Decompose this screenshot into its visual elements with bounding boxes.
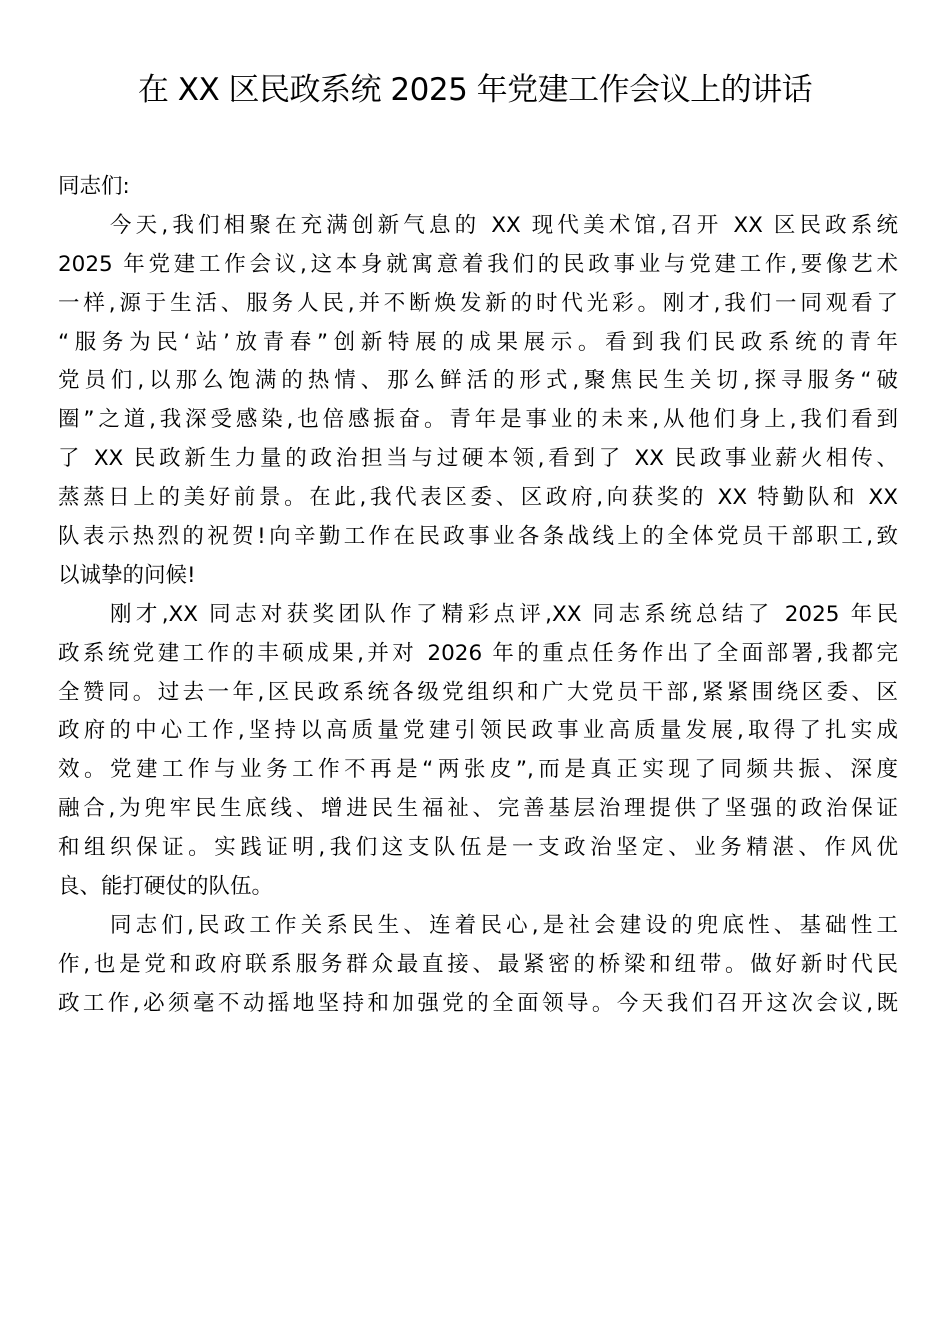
paragraph-1-line-5: 党员们,以那么饱满的热情、那么鲜活的形式,聚焦民生关切,探寻服务“破 <box>58 368 898 394</box>
paragraph-2-line-8: 良、能打硬仗的队伍。 <box>58 874 274 900</box>
paragraph-1-line-2: 2025 年党建工作会议,这本身就寓意着我们的民政事业与党建工作,要像艺术 <box>58 251 898 277</box>
paragraph-1-line-6: 圈”之道,我深受感染,也倍感振奋。青年是事业的未来,从他们身上,我们看到 <box>58 407 898 433</box>
paragraph-3-line-3: 政工作,必须毫不动摇地坚持和加强党的全面领导。今天我们召开这次会议,既 <box>58 990 898 1016</box>
paragraph-2-line-7: 和组织保证。实践证明,我们这支队伍是一支政治坚定、业务精湛、作风优 <box>58 835 898 861</box>
paragraph-1-line-3: 一样,源于生活、服务人民,并不断焕发新的时代光彩。刚才,我们一同观看了 <box>58 290 898 316</box>
paragraph-3-line-1: 同志们,民政工作关系民生、连着民心,是社会建设的兜底性、基础性工 <box>110 912 898 938</box>
paragraph-2-line-5: 效。党建工作与业务工作不再是“两张皮”,而是真正实现了同频共振、深度 <box>58 757 898 783</box>
paragraph-3-line-2: 作,也是党和政府联系服务群众最直接、最紧密的桥梁和纽带。做好新时代民 <box>58 951 898 977</box>
paragraph-1-line-7: 了 XX 民政新生力量的政治担当与过硬本领,看到了 XX 民政事业薪火相传、 <box>58 446 898 472</box>
paragraph-1-line-4: “服务为民‘站’放青春”创新特展的成果展示。看到我们民政系统的青年 <box>58 329 898 355</box>
paragraph-2-line-3: 全赞同。过去一年,区民政系统各级党组织和广大党员干部,紧紧围绕区委、区 <box>58 679 898 705</box>
paragraph-2-line-6: 融合,为兜牢民生底线、增进民生福祉、完善基层治理提供了坚强的政治保证 <box>58 796 898 822</box>
paragraph-1-line-1: 今天,我们相聚在充满创新气息的 XX 现代美术馆,召开 XX 区民政系统 <box>110 212 898 238</box>
salutation: 同志们: <box>58 174 130 199</box>
paragraph-2-line-4: 政府的中心工作,坚持以高质量党建引领民政事业高质量发展,取得了扎实成 <box>58 718 898 744</box>
paragraph-1-line-10: 以诚挚的问候! <box>58 562 196 588</box>
document-body <box>58 168 898 1024</box>
paragraph-2-line-1: 刚才,XX 同志对获奖团队作了精彩点评,XX 同志系统总结了 2025 年民 <box>110 601 898 627</box>
paragraph-1-line-9: 队表示热烈的祝贺!向辛勤工作在民政事业各条战线上的全体党员干部职工,致 <box>58 524 898 550</box>
paragraph-2-line-2: 政系统党建工作的丰硕成果,并对 2026 年的重点任务作出了全面部署,我都完 <box>58 640 898 666</box>
document-title: 在 XX 区民政系统 2025 年党建工作会议上的讲话 <box>137 72 813 108</box>
paragraph-1-line-8: 蒸蒸日上的美好前景。在此,我代表区委、区政府,向获奖的 XX 特勤队和 XX <box>58 485 898 511</box>
